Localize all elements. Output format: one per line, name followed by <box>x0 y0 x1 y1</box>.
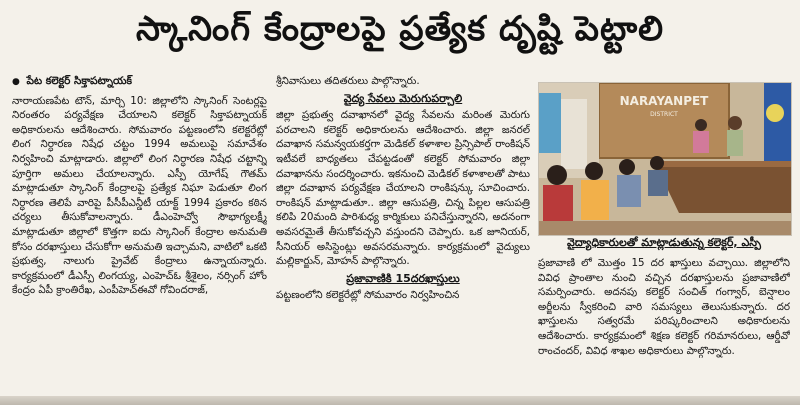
subheading-prajavani: ప్రజావాణికి 15దరఖాస్తులు <box>346 271 460 285</box>
wall-sign-sub: DISTRICT <box>650 111 678 118</box>
column-2 <box>276 74 530 394</box>
body-paragraph: జిల్లా ప్రభుత్వ దవాఖానలో వైద్య సేవలను మరింత మెరుగు పరచాలని కలెక్టర్ అధికారులను ఆదేశించారు. జిల్లా జనరల్ దవాఖాన సమన్వయకర్తగా మెడికల్ కళాశాల ప్రిన్సిపాల్ రాంకిషన్ ఇటీవలే బాధ్యతలు చేపట్టడంతో కలెక్టర్ సోమవారం జిల్లా దవాఖానను సందర్శించారు. ఇకనుంచి మెడికల్ కళాశాలతో పాటు జిల్లా దవాఖాన పర్యవేక్షణ చేయాలని రాంకిషన్కు సూచించారు. రాంకిషన్ మాట్లాడుతూ.. జిల్లా ఆసుపత్రి, చిన్న పిల్లల ఆసుపత్రి కలిపి 20మంది పారిశుధ్య కార్మికులు పనిచేస్తున్నారని, అదనంగా అవసరమైతే తీసుకోవచ్చని వస్తుందని చెప్పారు. ఒక జూనియర్, సీనియర్ అసిస్టెంట్లు అవసరమన్నారు. కార్యక్రమంలో వైద్యులు మల్లికార్జున్, మోహన్ పాల్గొన్నారు. <box>276 109 530 268</box>
news-photo <box>538 82 792 236</box>
byline-text: పేట కలెక్టర్ సిక్తాపట్నాయక్ <box>26 75 132 87</box>
subheading-medical: వైద్య సేవలు మెరుగుపర్చాలి <box>343 91 463 105</box>
wall-sign: NARAYANPET <box>619 94 709 108</box>
headline: స్కానింగ్ కేంద్రాలపై ప్రత్యేక దృష్టి పెట్టాలి <box>135 9 665 49</box>
body-paragraph: ప్రజావాణి లో మొత్తం 15 దర ఖాస్తులు వచ్చాయి. జిల్లాలోని వివిధ ప్రాంతాల నుంచి వచ్చిన దరఖాస్తులను ప్రజావాణిలో సమర్పించారు. అదనపు కలెక్టర్ సంచిత్ గంగ్వార్, బెన్షాలం అర్జీలను స్వీకరించి వారి సమస్యలు తెలుసుకున్నారు. దర ఖాస్తులను సత్వరమే పరిష్కరించాలని అధికారులను ఆదేశించారు. కార్యక్రమంలో శిక్షణ కలెక్టర్ గరిమానరులు, ఆర్డీవో రాంచందర్, వివిధ శాఖల అధికారులు పాల్గొన్నారు. <box>538 257 790 357</box>
body-paragraph: నారాయణపేట టౌన్, మార్చి 10: జిల్లాలోని స్కానింగ్ సెంటర్లపై నిరంతరం పర్యవేక్షణ చేయాలని కలెక్టర్ సిక్తాపట్నాయక్ అధికారులను ఆదేశించారు. సోమవారం పట్టణంలోని కలెక్టరేట్లో లింగ నిర్ధారణ నిషేధ చట్టం 1994 అమలుపై సమావేశం నిర్వహించి మాట్లాడారు. జిల్లాలో లింగ నిర్ధారణ నిషేధ చట్టాన్ని పూర్తిగా అమలు చేయాలన్నారు. ఎస్పీ యోగేష్ గౌతమ్ మాట్లాడుతూ స్కానింగ్ కేంద్రాలపై ప్రత్యేక నిఘా పెడుతూ లింగ నిర్ధారణ తెలిపే వారిపై పీసీపీఎన్డీటీ యాక్ట్ 1994 ప్రకారం కఠిన చర్యలు తీసుకోవాలన్నారు. డీఎంహెచ్వో సౌభాగ్యలక్ష్మీ మాట్లాడుతూ జిల్లాలో కొత్తగా ఐదు స్కానింగ్ కేంద్రాల అనుమతి కోసం దరఖాస్తులు చేసుకోగా అనుమతి ఇచ్చామని, వాటిలో ఒకటి ప్రభుత్వ, నాలుగు ప్రైవేట్ కేంద్రాలు ఉన్నాయన్నారు. కార్యక్రమంలో డీఎస్పీ లింగయ్య, ఎంహెచ్ఓ శ్రీశైలం, నర్సింగ్ హోం కేంద్రం ఏపీ క్రాంతిరేఖ, ఎంపీహెచ్ఈవో గోవిందరాజ్, <box>12 94 267 297</box>
column-1 <box>12 74 267 394</box>
bullet-icon: ● <box>12 77 20 87</box>
body-paragraph: శ్రీనివాసులు తదితరులు పాల్గొన్నారు. <box>276 75 420 87</box>
byline <box>12 74 267 90</box>
body-paragraph: పట్టణంలోని కలెక్టరేట్లో సోమవారం నిర్వహించిన <box>276 289 460 302</box>
meeting-photo <box>539 83 791 235</box>
bottom-edge <box>0 396 800 405</box>
column-3 <box>538 256 790 396</box>
photo-caption: వైద్యాధికారులతో మాట్లాడుతున్న కలెక్టర్, ఎస్పీ <box>567 236 761 249</box>
